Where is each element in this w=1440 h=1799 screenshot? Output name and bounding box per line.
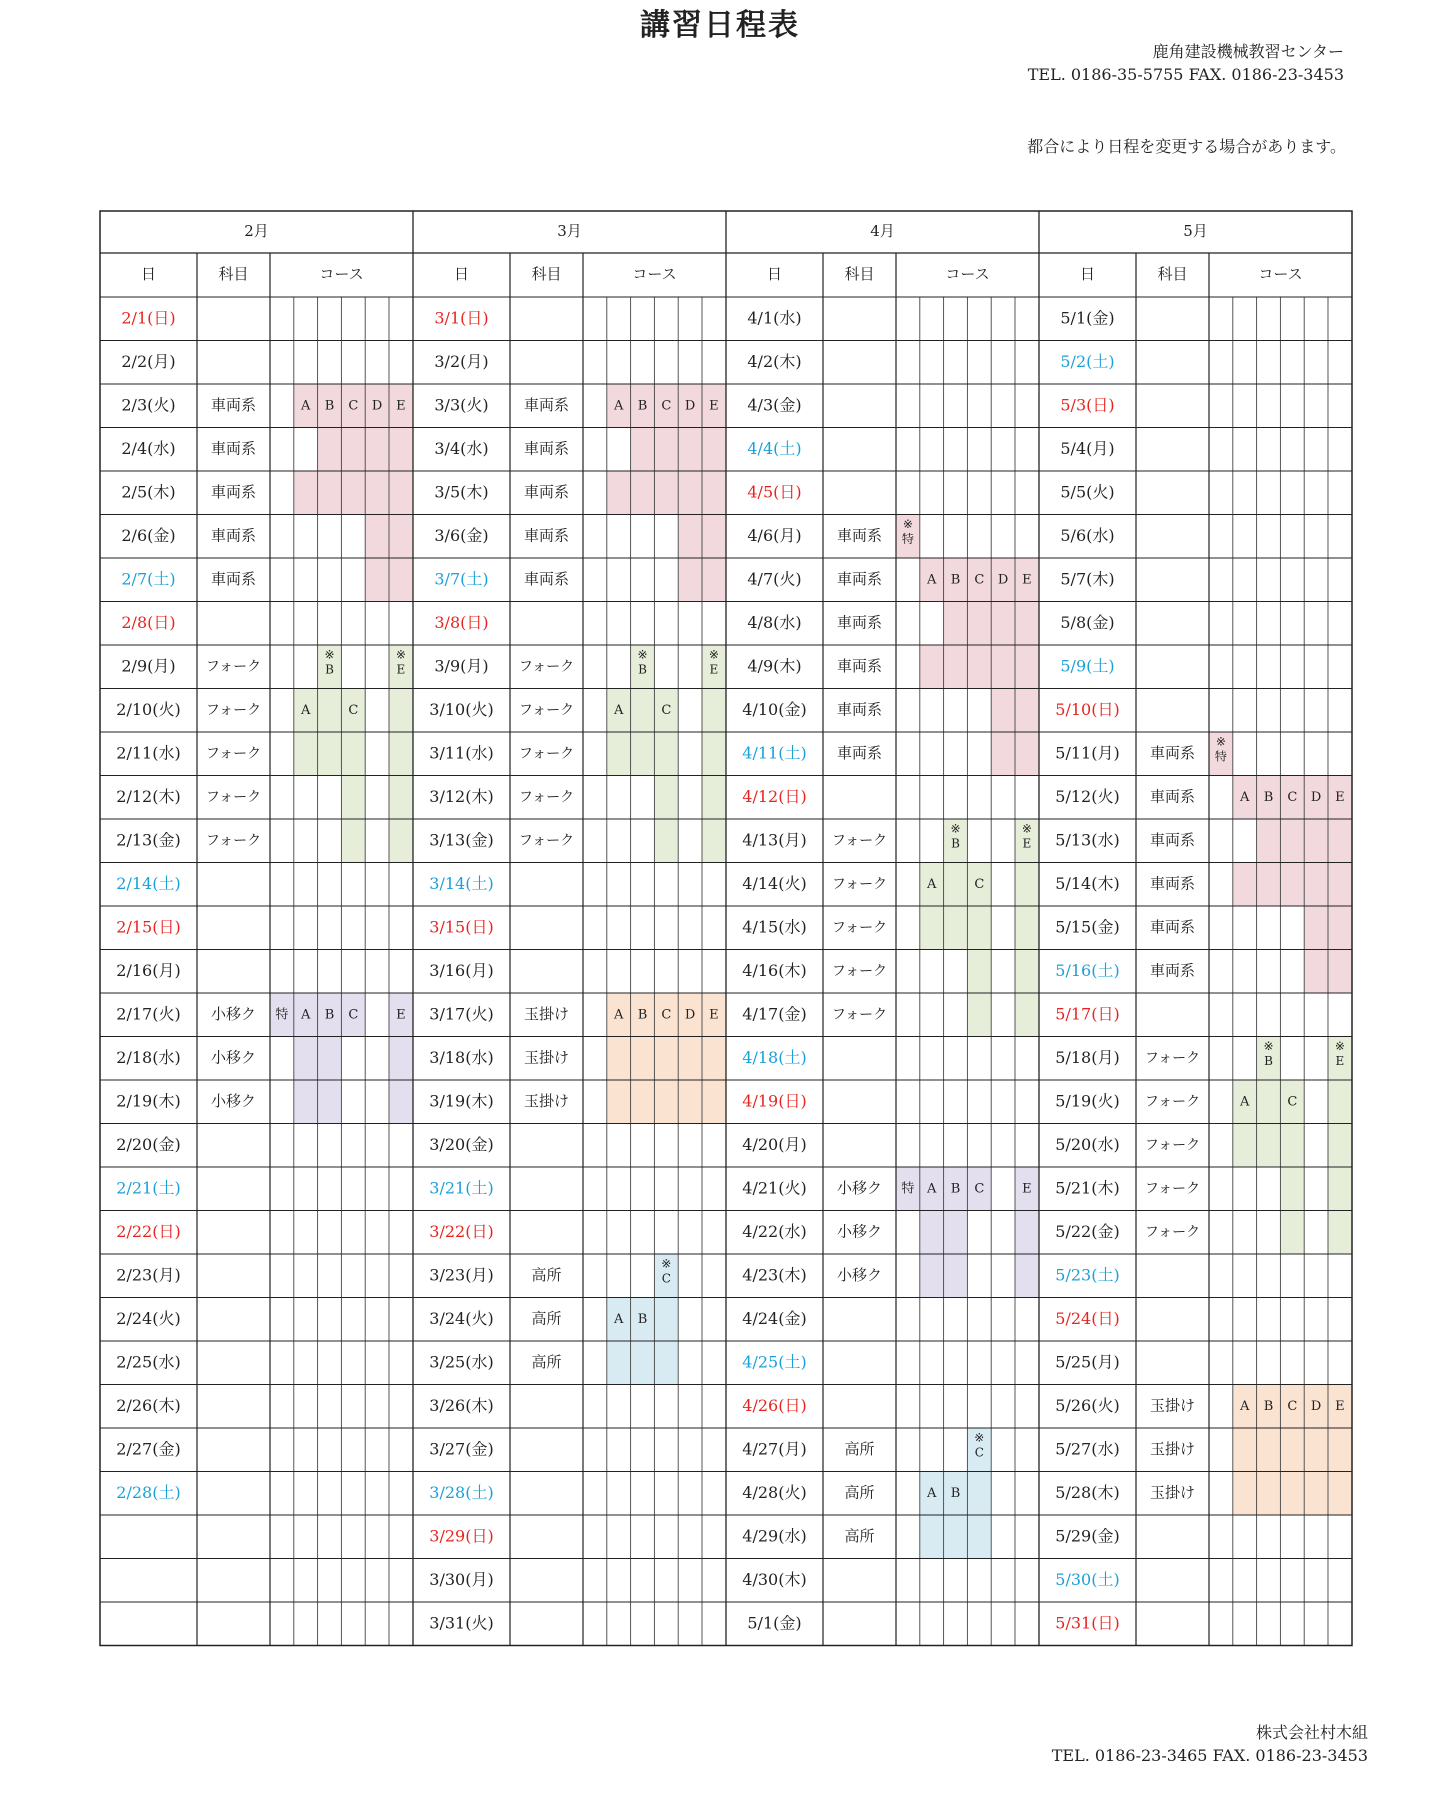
day-cell: 2/5(木) (121, 482, 176, 502)
course-label: A (1240, 1094, 1250, 1110)
day-cell: 5/5(火) (1060, 482, 1115, 502)
center-contact: TEL. 0186-35-5755 FAX. 0186-23-3453 (1027, 65, 1344, 84)
subject-cell: 高所 (531, 1352, 562, 1371)
course-label: B (1263, 1398, 1274, 1414)
day-col-header: 日 (140, 265, 157, 283)
course-block-sharyo (920, 645, 944, 689)
day-cell: 3/20(金) (429, 1134, 494, 1154)
day-cell: 2/6(金) (121, 525, 176, 545)
day-cell: 5/6(水) (1060, 525, 1115, 545)
center-name: 鹿角建設機械教習センター (1152, 42, 1344, 61)
course-block-sharyo (389, 384, 413, 602)
course-block-sharyo (991, 558, 1015, 776)
course-label: B (951, 836, 960, 851)
subject-cell: 高所 (844, 1483, 875, 1502)
course-label: A (1240, 1398, 1250, 1414)
course-label: B (637, 398, 648, 414)
day-cell: 4/12(日) (742, 786, 807, 806)
subject-cell: フォーク (205, 745, 262, 762)
course-label: C (974, 572, 985, 588)
course-label: A (1240, 789, 1250, 805)
day-cell: 2/13(金) (116, 830, 181, 850)
day-cell: 4/24(金) (742, 1308, 807, 1328)
company-contact: TEL. 0186-23-3465 FAX. 0186-23-3453 (1051, 1746, 1368, 1765)
day-cell: 2/18(水) (116, 1047, 181, 1067)
course-label: C (661, 1007, 672, 1023)
course-block-sharyo (1328, 776, 1352, 994)
day-cell: 4/1(水) (747, 308, 802, 328)
day-cell: 2/21(土) (116, 1178, 181, 1198)
day-cell: 4/13(月) (742, 830, 807, 850)
course-block-sharyo (607, 471, 631, 515)
day-cell: 2/4(水) (121, 438, 176, 458)
subject-cell: 車両系 (523, 395, 570, 414)
course-col-header: コース (319, 265, 364, 283)
course-col-header: コース (1258, 265, 1303, 283)
course-label: A (927, 1181, 937, 1197)
subject-col-header: 科目 (218, 265, 249, 283)
day-cell: 3/29(日) (429, 1526, 494, 1546)
day-cell: 4/9(木) (747, 656, 802, 676)
course-label: A (301, 702, 311, 718)
day-cell: 5/21(木) (1055, 1178, 1120, 1198)
course-label: D (1310, 1398, 1322, 1414)
day-cell: 5/19(火) (1055, 1091, 1120, 1111)
course-block-fork (702, 645, 726, 863)
day-cell: 2/8(日) (121, 612, 176, 632)
subject-cell: 玉掛け (1149, 1483, 1196, 1502)
subject-cell: フォーク (831, 919, 888, 936)
course-label: C (974, 876, 985, 892)
course-block-sharyo (1233, 863, 1257, 907)
course-mark: ※ (708, 647, 719, 662)
day-cell: 3/31(火) (429, 1613, 494, 1633)
subject-cell: 玉掛け (523, 1004, 570, 1023)
subject-cell: 高所 (844, 1526, 875, 1545)
day-cell: 2/28(土) (116, 1482, 181, 1502)
day-cell: 4/15(水) (742, 917, 807, 937)
day-cell: 3/15(日) (429, 917, 494, 937)
month-header: 3月 (557, 222, 582, 240)
course-label: B (324, 398, 335, 414)
day-cell: 5/26(火) (1055, 1395, 1120, 1415)
subject-cell: 車両系 (836, 613, 883, 632)
course-label: E (396, 398, 406, 414)
course-block-sharyo (1304, 776, 1328, 994)
course-label: B (1263, 789, 1274, 805)
day-cell: 4/11(土) (742, 743, 807, 763)
month-header: 5月 (1183, 222, 1208, 240)
course-mark: ※ (637, 647, 648, 662)
subject-cell: フォーク (205, 658, 262, 675)
course-label: A (301, 398, 311, 414)
subject-cell: フォーク (205, 832, 262, 849)
course-block-sharyo (365, 384, 389, 602)
day-cell: 2/2(月) (121, 351, 176, 371)
day-cell: 4/29(水) (742, 1526, 807, 1546)
subject-cell: フォーク (831, 963, 888, 980)
subject-cell: 高所 (844, 1439, 875, 1458)
course-label: E (396, 662, 406, 677)
day-cell: 3/9(月) (434, 656, 489, 676)
day-cell: 5/1(金) (747, 1613, 802, 1633)
day-cell: 2/1(日) (121, 308, 176, 328)
course-label: D (1310, 789, 1322, 805)
course-label: A (614, 398, 624, 414)
course-label: D (684, 398, 696, 414)
day-cell: 5/11(月) (1055, 743, 1120, 763)
day-cell: 2/20(金) (116, 1134, 181, 1154)
course-label: 特 (275, 1007, 289, 1023)
subject-cell: フォーク (1144, 1224, 1201, 1241)
day-cell: 5/14(木) (1055, 873, 1120, 893)
subject-cell: フォーク (518, 789, 575, 806)
course-label: 特 (1214, 749, 1227, 764)
subject-cell: フォーク (1144, 1050, 1201, 1067)
day-cell: 5/24(日) (1055, 1308, 1120, 1328)
course-label: E (1022, 572, 1032, 588)
day-cell: 5/8(金) (1060, 612, 1115, 632)
day-cell: 4/10(金) (742, 699, 807, 719)
day-cell: 2/7(土) (121, 569, 176, 589)
day-cell: 4/21(火) (742, 1178, 807, 1198)
subject-cell: 高所 (531, 1265, 562, 1284)
day-cell: 5/17(日) (1055, 1004, 1120, 1024)
course-label: C (1287, 1094, 1298, 1110)
subject-cell: 車両系 (210, 439, 257, 458)
course-mark: ※ (395, 647, 406, 662)
day-cell: 4/28(火) (742, 1482, 807, 1502)
subject-cell: 車両系 (210, 395, 257, 414)
day-cell: 5/30(土) (1055, 1569, 1120, 1589)
day-cell: 5/28(木) (1055, 1482, 1120, 1502)
subject-cell: フォーク (205, 789, 262, 806)
day-cell: 2/27(金) (116, 1439, 181, 1459)
subject-cell: フォーク (831, 832, 888, 849)
course-mark: ※ (1215, 734, 1226, 749)
subject-cell: 玉掛け (1149, 1396, 1196, 1415)
day-cell: 5/18(月) (1055, 1047, 1120, 1067)
course-block-sharyo (1015, 558, 1039, 776)
day-cell: 4/22(水) (742, 1221, 807, 1241)
company-name: 株式会社村木組 (1255, 1723, 1368, 1742)
day-cell: 4/8(水) (747, 612, 802, 632)
subject-cell: フォーク (1144, 1093, 1201, 1110)
course-label: B (324, 1007, 335, 1023)
subject-col-header: 科目 (1157, 265, 1188, 283)
course-label: E (396, 1007, 406, 1023)
subject-cell: 玉掛け (1149, 1439, 1196, 1458)
company-info (1052, 1721, 1368, 1767)
day-cell: 5/3(日) (1060, 395, 1115, 415)
day-cell: 2/25(水) (116, 1352, 181, 1372)
month-header: 4月 (870, 222, 895, 240)
subject-col-header: 科目 (531, 265, 562, 283)
course-mark: ※ (974, 1430, 985, 1445)
course-col-header: コース (632, 265, 677, 283)
day-cell: 3/1(日) (434, 308, 489, 328)
course-label: E (1022, 836, 1032, 851)
subject-cell: 小移ク (210, 1048, 257, 1067)
subject-cell: 車両系 (1149, 917, 1196, 936)
course-label: C (661, 702, 672, 718)
course-block-fork (1328, 1037, 1352, 1255)
subject-cell: 車両系 (836, 700, 883, 719)
day-cell: 3/23(月) (429, 1265, 494, 1285)
day-cell: 3/13(金) (429, 830, 494, 850)
day-cell: 4/19(日) (742, 1091, 807, 1111)
day-cell: 5/31(日) (1055, 1613, 1120, 1633)
subject-cell: フォーク (518, 745, 575, 762)
day-cell: 4/30(木) (742, 1569, 807, 1589)
course-label: 特 (901, 1181, 915, 1197)
day-cell: 2/17(火) (116, 1004, 181, 1024)
course-label: E (709, 398, 719, 414)
course-label: E (1335, 1054, 1345, 1068)
day-cell: 5/23(土) (1055, 1265, 1120, 1285)
day-cell: 5/7(木) (1060, 569, 1115, 589)
day-cell: 5/10(日) (1055, 699, 1120, 719)
subject-cell: フォーク (518, 658, 575, 675)
course-mark: ※ (661, 1256, 672, 1271)
day-cell: 3/5(木) (434, 482, 489, 502)
subject-cell: 車両系 (1149, 830, 1196, 849)
day-cell: 4/4(土) (747, 438, 802, 458)
course-label: D (997, 572, 1009, 588)
subject-cell: フォーク (831, 1006, 888, 1023)
day-cell: 4/3(金) (747, 395, 802, 415)
course-label: B (325, 662, 334, 677)
day-cell: 2/11(水) (116, 743, 181, 763)
day-cell: 5/20(水) (1055, 1134, 1120, 1154)
course-label: A (614, 1007, 624, 1023)
day-cell: 5/22(金) (1055, 1221, 1120, 1241)
course-col-header: コース (945, 265, 990, 283)
subject-cell: 車両系 (836, 569, 883, 588)
course-label: B (950, 1181, 961, 1197)
course-label: D (371, 398, 383, 414)
day-cell: 3/19(木) (429, 1091, 494, 1111)
day-cell: 3/21(土) (429, 1178, 494, 1198)
day-cell: 4/27(月) (742, 1439, 807, 1459)
day-cell: 2/3(火) (121, 395, 176, 415)
course-label: B (1264, 1054, 1273, 1068)
subject-col-header: 科目 (844, 265, 875, 283)
subject-cell: 小移ク (836, 1178, 883, 1197)
subject-cell: 高所 (531, 1309, 562, 1328)
day-cell: 3/2(月) (434, 351, 489, 371)
day-cell: 5/9(土) (1060, 656, 1115, 676)
subject-cell: 車両系 (836, 743, 883, 762)
day-cell: 4/23(木) (742, 1265, 807, 1285)
day-cell: 3/8(日) (434, 612, 489, 632)
course-label: A (927, 572, 937, 588)
subject-cell: 車両系 (1149, 961, 1196, 980)
day-cell: 5/25(月) (1055, 1352, 1120, 1372)
day-cell: 5/1(金) (1060, 308, 1115, 328)
day-cell: 4/6(月) (747, 525, 802, 545)
month-header: 2月 (244, 222, 269, 240)
course-label: E (1335, 1398, 1345, 1414)
course-label: C (661, 398, 672, 414)
subject-cell: 車両系 (1149, 874, 1196, 893)
course-label: E (1335, 789, 1345, 805)
subject-cell: 車両系 (1149, 787, 1196, 806)
course-label: B (637, 1311, 648, 1327)
subject-cell: 車両系 (836, 526, 883, 545)
day-cell: 4/14(火) (742, 873, 807, 893)
day-cell: 5/29(金) (1055, 1526, 1120, 1546)
day-cell: 2/12(木) (116, 786, 181, 806)
course-label: A (614, 702, 624, 718)
course-label: A (614, 1311, 624, 1327)
subject-cell: 小移ク (836, 1265, 883, 1284)
day-cell: 5/12(火) (1055, 786, 1120, 806)
day-cell: 4/16(木) (742, 960, 807, 980)
day-cell: 3/14(土) (429, 873, 494, 893)
subject-cell: フォーク (831, 876, 888, 893)
subject-cell: 玉掛け (523, 1048, 570, 1067)
day-cell: 4/5(日) (747, 482, 802, 502)
course-label: E (709, 662, 719, 677)
day-cell: 5/2(土) (1060, 351, 1115, 371)
day-cell: 5/13(水) (1055, 830, 1120, 850)
subject-cell: 車両系 (523, 526, 570, 545)
day-cell: 2/22(日) (116, 1221, 181, 1241)
day-cell: 3/28(土) (429, 1482, 494, 1502)
day-cell: 3/17(火) (429, 1004, 494, 1024)
course-mark: ※ (1263, 1039, 1274, 1053)
day-col-header: 日 (1079, 265, 1096, 283)
day-cell: 4/17(金) (742, 1004, 807, 1024)
day-cell: 3/11(水) (429, 743, 494, 763)
day-cell: 5/16(土) (1055, 960, 1120, 980)
day-cell: 2/19(木) (116, 1091, 181, 1111)
day-cell: 3/3(火) (434, 395, 489, 415)
course-label: C (348, 1007, 359, 1023)
course-label: E (709, 1007, 719, 1023)
subject-cell: 車両系 (1149, 743, 1196, 762)
page-title: 講習日程表 (640, 8, 800, 43)
course-block-sharyo (294, 471, 318, 515)
day-cell: 3/24(火) (429, 1308, 494, 1328)
subject-cell: フォーク (1144, 1180, 1201, 1197)
subject-cell: 車両系 (523, 569, 570, 588)
subject-cell: フォーク (205, 702, 262, 719)
subject-cell: 車両系 (523, 439, 570, 458)
day-cell: 2/24(火) (116, 1308, 181, 1328)
subject-cell: フォーク (1144, 1137, 1201, 1154)
day-cell: 3/6(金) (434, 525, 489, 545)
day-cell: 5/15(金) (1055, 917, 1120, 937)
day-cell: 3/25(水) (429, 1352, 494, 1372)
subject-cell: 小移ク (210, 1004, 257, 1023)
course-mark: ※ (950, 821, 961, 836)
day-cell: 5/4(月) (1060, 438, 1115, 458)
day-cell: 4/2(木) (747, 351, 802, 371)
day-cell: 2/23(月) (116, 1265, 181, 1285)
course-mark: ※ (902, 517, 913, 531)
day-col-header: 日 (766, 265, 783, 283)
day-cell: 4/20(月) (742, 1134, 807, 1154)
course-mark: ※ (1021, 821, 1032, 836)
course-label: C (974, 1445, 984, 1460)
course-label: A (301, 1007, 311, 1023)
day-cell: 3/27(金) (429, 1439, 494, 1459)
course-label: B (638, 662, 647, 677)
day-cell: 3/10(火) (429, 699, 494, 719)
day-cell: 2/9(月) (121, 656, 176, 676)
day-col-header: 日 (453, 265, 470, 283)
course-label: 特 (901, 532, 914, 546)
day-cell: 3/12(木) (429, 786, 494, 806)
day-cell: 4/18(土) (742, 1047, 807, 1067)
day-cell: 4/25(土) (742, 1352, 807, 1372)
course-label: C (1287, 789, 1298, 805)
course-label: A (927, 1485, 937, 1501)
day-cell: 2/10(火) (116, 699, 181, 719)
day-cell: 3/7(土) (434, 569, 489, 589)
subject-cell: 車両系 (836, 656, 883, 675)
day-cell: 3/4(水) (434, 438, 489, 458)
course-mark: ※ (324, 647, 335, 662)
course-label: C (661, 1271, 671, 1286)
course-label: C (1287, 1398, 1298, 1414)
course-block-fork (389, 645, 413, 863)
course-label: D (684, 1007, 696, 1023)
day-cell: 3/30(月) (429, 1569, 494, 1589)
course-label: E (1022, 1181, 1032, 1197)
course-block-fork (1015, 819, 1039, 1037)
day-cell: 4/7(火) (747, 569, 802, 589)
day-cell: 2/15(日) (116, 917, 181, 937)
course-block-sharyo (702, 384, 726, 602)
subject-cell: 車両系 (523, 482, 570, 501)
day-cell: 4/26(日) (742, 1395, 807, 1415)
day-cell: 3/26(木) (429, 1395, 494, 1415)
subject-cell: 小移ク (210, 1091, 257, 1110)
course-label: B (637, 1007, 648, 1023)
day-cell: 2/14(土) (116, 873, 181, 893)
day-cell: 3/18(水) (429, 1047, 494, 1067)
subject-cell: 車両系 (210, 482, 257, 501)
course-label: C (348, 398, 359, 414)
schedule-change-note: 都合により日程を変更する場合があります。 (1027, 137, 1346, 156)
course-label: B (950, 572, 961, 588)
day-cell: 2/16(月) (116, 960, 181, 980)
day-cell: 2/26(木) (116, 1395, 181, 1415)
course-mark: ※ (1334, 1039, 1345, 1053)
subject-cell: 車両系 (210, 526, 257, 545)
course-label: C (348, 702, 359, 718)
subject-cell: フォーク (518, 832, 575, 849)
day-cell: 3/22(日) (429, 1221, 494, 1241)
subject-cell: 小移ク (836, 1222, 883, 1241)
course-label: B (950, 1485, 961, 1501)
subject-cell: 車両系 (210, 569, 257, 588)
course-label: C (974, 1181, 985, 1197)
course-block-sharyo (678, 384, 702, 602)
course-label: A (927, 876, 937, 892)
subject-cell: 玉掛け (523, 1091, 570, 1110)
day-cell: 5/27(水) (1055, 1439, 1120, 1459)
subject-cell: フォーク (518, 702, 575, 719)
day-cell: 3/16(月) (429, 960, 494, 980)
